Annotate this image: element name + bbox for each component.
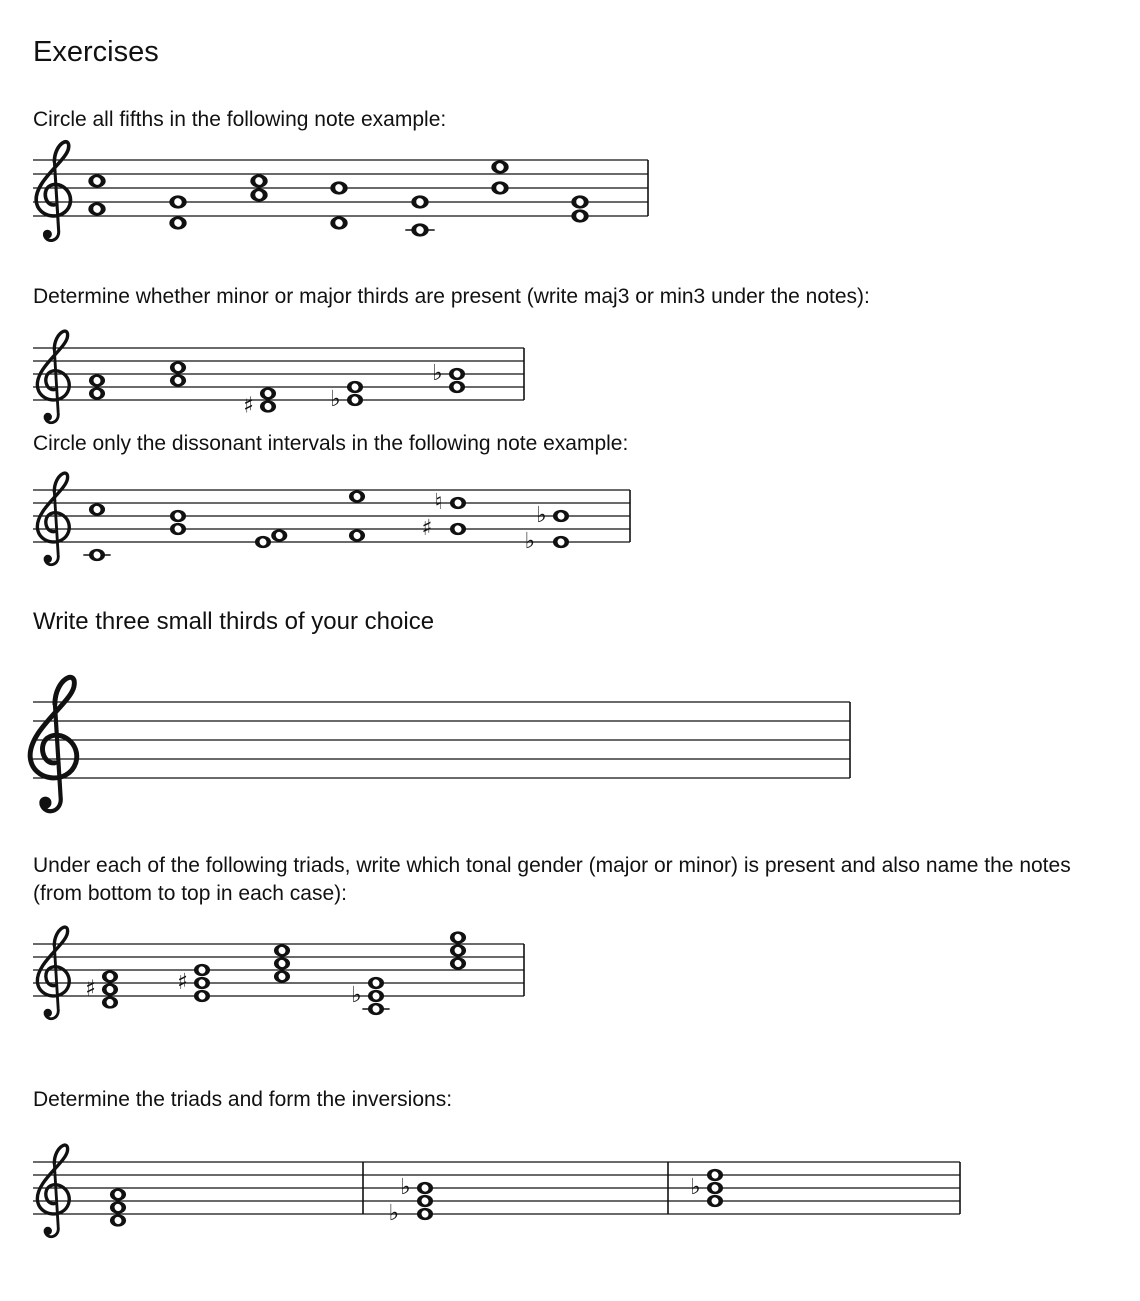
chord — [421, 489, 466, 541]
chord — [169, 195, 186, 229]
exercise-1-instruction: Circle all fifths in the following note example: — [33, 108, 447, 131]
exercise-3-staff — [0, 470, 1140, 570]
exercise-6-staff[interactable] — [0, 1135, 1140, 1255]
chord — [491, 160, 508, 194]
accidental-icon: ♭ — [388, 1199, 400, 1226]
staff-lines — [33, 1162, 960, 1214]
accidental-icon: ♭ — [690, 1173, 701, 1200]
treble-clef-icon — [30, 677, 77, 811]
chord — [243, 387, 276, 418]
exercise-5-staff — [0, 920, 1140, 1020]
treble-clef-icon — [37, 331, 69, 423]
treble-clef-icon — [37, 473, 69, 565]
accidental-icon: ♯ — [243, 392, 254, 419]
chord — [83, 503, 110, 561]
exercise-2-instruction: Determine whether minor or major thirds are present (write maj3 or min3 under the notes): — [33, 285, 870, 308]
chord — [110, 1188, 126, 1226]
exercise-3-instruction: Circle only the dissonant intervals in the following note example: — [33, 432, 629, 455]
accidental-icon: ♭ — [524, 527, 536, 554]
exercise-4-staff[interactable] — [0, 660, 1140, 820]
accidental-icon: ♭ — [432, 359, 443, 386]
accidental-icon: ♭ — [351, 981, 362, 1008]
treble-clef-icon — [37, 1145, 69, 1237]
exercise-5-instruction: Under each of the following triads, write which tonal gender (major or minor) is present and also name the notes (from bottom to top in each case): — [33, 854, 1071, 905]
accidental-icon: ♭ — [400, 1173, 411, 1200]
accidental-icon: ♭ — [536, 501, 547, 528]
chord — [450, 931, 466, 969]
accidental-icon: ♯ — [177, 968, 188, 995]
chord — [571, 195, 588, 222]
accidental-icon: ♯ — [85, 975, 96, 1002]
exercise-6-instruction: Determine the triads and form the inversions: — [33, 1088, 453, 1111]
chord — [525, 502, 569, 554]
exercise-1-staff — [0, 142, 1140, 252]
chord — [274, 944, 290, 982]
chord — [255, 529, 287, 548]
chord — [85, 970, 118, 1008]
chord — [170, 510, 186, 535]
page-title: Exercises — [33, 36, 159, 68]
staff-lines — [33, 702, 850, 778]
treble-clef-icon — [37, 927, 69, 1019]
accidental-icon: ♯ — [421, 514, 433, 541]
treble-clef-icon — [36, 142, 70, 241]
chord — [389, 1174, 433, 1226]
exercise-4-instruction: Write three small thirds of your choice — [33, 608, 435, 635]
accidental-icon: ♭ — [330, 385, 341, 412]
chord — [88, 174, 105, 215]
accidental-icon: ♮ — [434, 488, 443, 515]
chord — [330, 381, 363, 412]
chord — [330, 181, 347, 229]
chord — [351, 977, 389, 1015]
chord — [432, 360, 465, 393]
exercise-2-staff — [0, 320, 1140, 420]
